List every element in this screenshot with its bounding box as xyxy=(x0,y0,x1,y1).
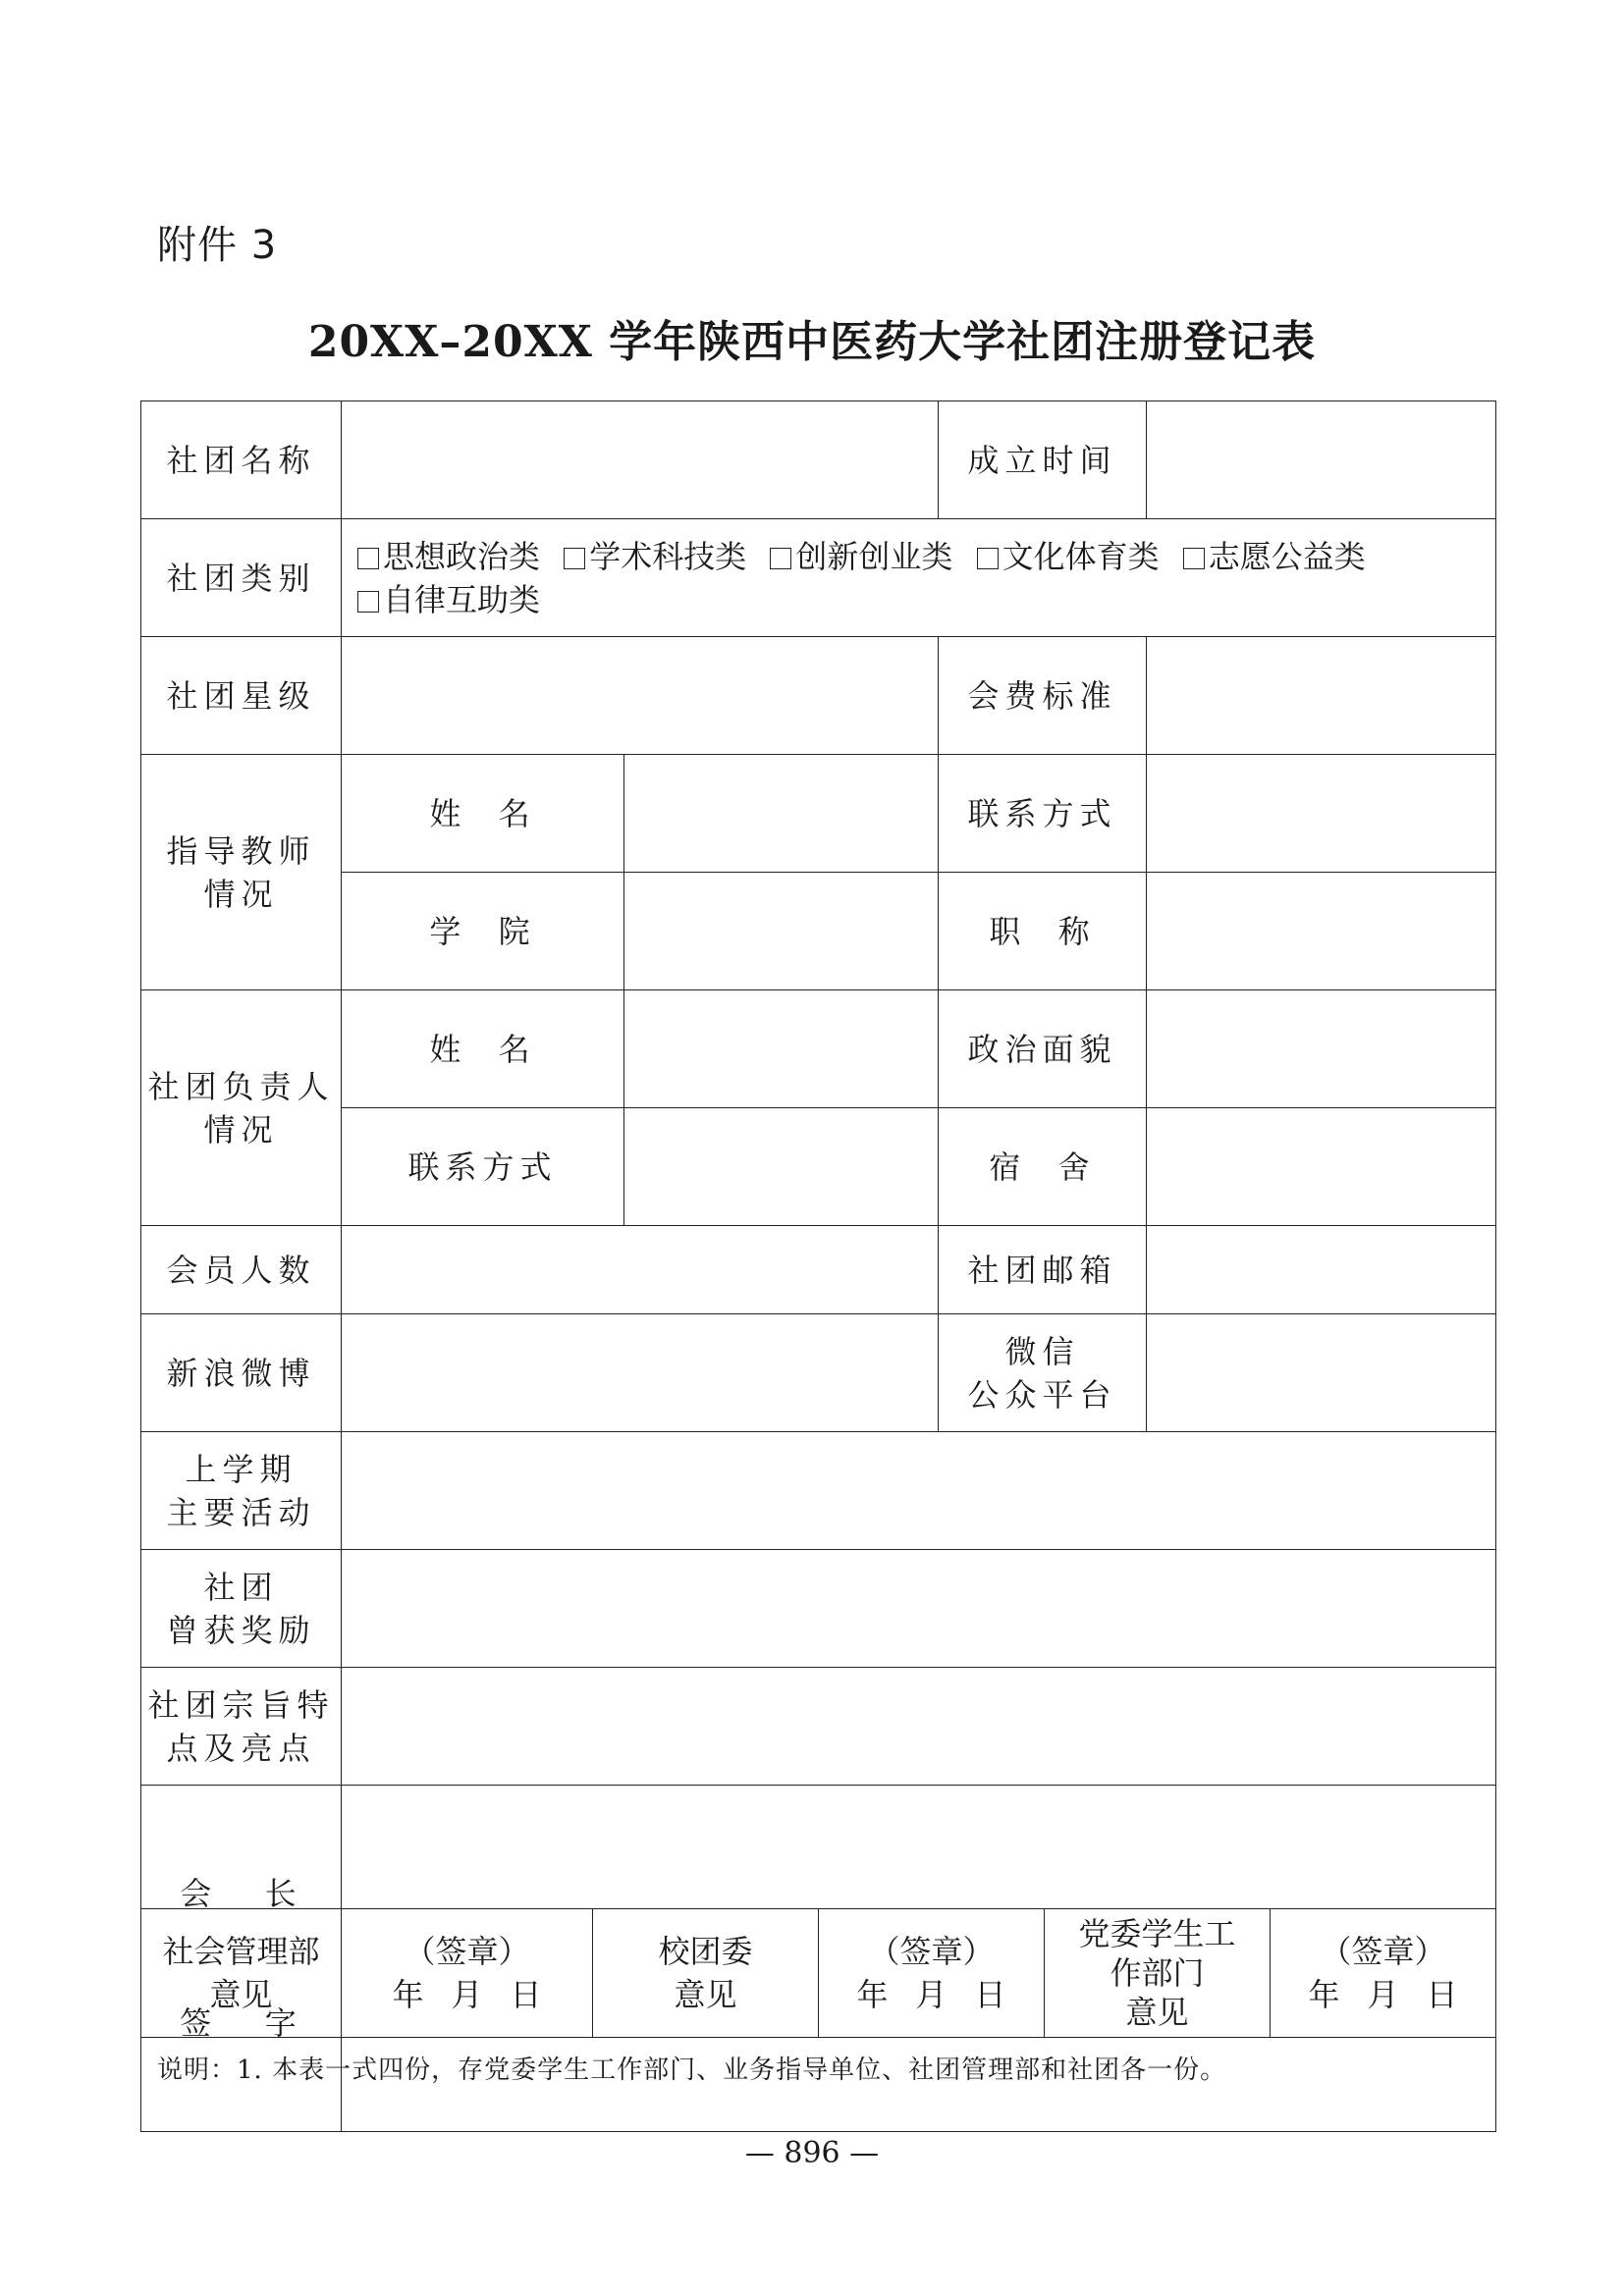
footnote: 说明：1. 本表一式四份，存党委学生工作部门、业务指导单位、社团管理部和社团各一份。 xyxy=(157,2056,1227,2085)
advisor-name-label: 姓 名 xyxy=(342,755,624,873)
founded-label: 成立时间 xyxy=(939,401,1147,519)
advisor-label-line: 指导教师 xyxy=(166,831,316,870)
advisor-name-field[interactable] xyxy=(624,755,939,873)
purpose-label xyxy=(141,1668,342,1786)
dept3-label xyxy=(1045,1909,1271,2038)
category-option-label: 思想政治类 xyxy=(383,537,541,575)
category-option[interactable] xyxy=(357,538,540,575)
awards-label xyxy=(141,1550,342,1668)
category-option[interactable] xyxy=(564,538,746,575)
page-number: — 896 — xyxy=(744,2136,880,2170)
seal-label: （签章） xyxy=(1320,1933,1446,1970)
month-label: 月 xyxy=(451,1976,483,2013)
dept3-label-line: 党委学生工 xyxy=(1078,1915,1236,1952)
year-label: 年 xyxy=(392,1976,424,2013)
leader-dorm-field[interactable] xyxy=(1147,1108,1496,1226)
advisor-contact-label: 联系方式 xyxy=(939,755,1147,873)
dept3-seal-field[interactable] xyxy=(1271,1909,1496,2038)
category-label: 社团类别 xyxy=(141,519,342,637)
advisor-college-field[interactable] xyxy=(624,873,939,990)
checkbox-icon[interactable] xyxy=(1183,548,1205,569)
advisor-title-field[interactable] xyxy=(1147,873,1496,990)
seal-label: （签章） xyxy=(868,1933,995,1970)
category-option[interactable] xyxy=(357,581,540,618)
page-title: 20XX–20XX 学年陕西中医药大学社团注册登记表 xyxy=(307,317,1317,367)
wechat-label-line: 公众平台 xyxy=(967,1375,1117,1414)
leader-political-label: 政治面貌 xyxy=(939,990,1147,1108)
approval-row xyxy=(140,1908,1496,2038)
president-label-line: 签 字 xyxy=(180,2004,302,2042)
date-line xyxy=(1271,1973,1495,2016)
attachment-label: 附件 3 xyxy=(157,223,278,268)
month-label: 月 xyxy=(1367,1976,1399,2013)
weibo-field[interactable] xyxy=(342,1314,939,1432)
wechat-label-line: 微信 xyxy=(1004,1332,1080,1370)
checkbox-icon[interactable] xyxy=(564,548,585,569)
awards-label-line: 曾获奖励 xyxy=(166,1611,316,1649)
advisor-label xyxy=(141,755,342,990)
star-label: 社团星级 xyxy=(141,637,342,755)
founded-field[interactable] xyxy=(1147,401,1496,519)
leader-label-line: 社团负责人 xyxy=(147,1067,335,1105)
seal-label: （签章） xyxy=(404,1933,530,1970)
dept2-seal-field[interactable] xyxy=(819,1909,1045,2038)
leader-contact-label: 联系方式 xyxy=(342,1108,624,1226)
leader-name-field[interactable] xyxy=(624,990,939,1108)
purpose-label-line: 社团宗旨特 xyxy=(147,1685,335,1724)
club-name-field[interactable] xyxy=(342,401,939,519)
fee-field[interactable] xyxy=(1147,637,1496,755)
dept3-label-line: 意见 xyxy=(1125,1994,1189,2031)
leader-label xyxy=(141,990,342,1226)
dept1-label-line: 社会管理部 xyxy=(162,1933,320,1970)
activities-label-line: 主要活动 xyxy=(166,1493,316,1531)
checkbox-icon[interactable] xyxy=(357,591,379,613)
category-option-label: 创新创业类 xyxy=(795,537,953,575)
leader-political-field[interactable] xyxy=(1147,990,1496,1108)
wechat-field[interactable] xyxy=(1147,1314,1496,1432)
year-label: 年 xyxy=(856,1976,889,2013)
day-label: 日 xyxy=(1426,1976,1458,2013)
wechat-label xyxy=(939,1314,1147,1432)
purpose-label-line: 点及亮点 xyxy=(166,1729,316,1767)
star-field[interactable] xyxy=(342,637,939,755)
activities-label-line: 上学期 xyxy=(185,1450,298,1488)
checkbox-icon[interactable] xyxy=(770,548,791,569)
dept1-label-line: 意见 xyxy=(209,1976,273,2013)
category-option[interactable] xyxy=(1183,538,1366,575)
category-options xyxy=(342,519,1496,637)
club-name-label: 社团名称 xyxy=(141,401,342,519)
purpose-field[interactable] xyxy=(342,1668,1496,1786)
email-field[interactable] xyxy=(1147,1226,1496,1314)
leader-label-line: 情况 xyxy=(203,1110,279,1148)
members-label: 会员人数 xyxy=(141,1226,342,1314)
advisor-college-label: 学 院 xyxy=(342,873,624,990)
category-option-label: 自律互助类 xyxy=(383,580,541,618)
dept2-label-line: 意见 xyxy=(674,1976,737,2013)
category-option-label: 文化体育类 xyxy=(1001,537,1160,575)
checkbox-icon[interactable] xyxy=(357,548,379,569)
activities-label xyxy=(141,1432,342,1550)
leader-name-label: 姓 名 xyxy=(342,990,624,1108)
leader-contact-field[interactable] xyxy=(624,1108,939,1226)
checkbox-icon[interactable] xyxy=(977,548,999,569)
members-field[interactable] xyxy=(342,1226,939,1314)
email-label: 社团邮箱 xyxy=(939,1226,1147,1314)
category-option-label: 志愿公益类 xyxy=(1208,537,1366,575)
date-line xyxy=(342,1973,592,2016)
president-label-line: 会 长 xyxy=(180,1875,302,1912)
advisor-label-line: 情况 xyxy=(203,875,279,913)
day-label: 日 xyxy=(974,1976,1006,2013)
dept2-label xyxy=(593,1909,819,2038)
category-option[interactable] xyxy=(770,538,952,575)
advisor-contact-field[interactable] xyxy=(1147,755,1496,873)
activities-field[interactable] xyxy=(342,1432,1496,1550)
year-label: 年 xyxy=(1308,1976,1340,2013)
weibo-label: 新浪微博 xyxy=(141,1314,342,1432)
dept3-label-line: 作部门 xyxy=(1110,1954,1205,1992)
awards-label-line: 社团 xyxy=(203,1568,279,1606)
category-option[interactable] xyxy=(977,538,1160,575)
awards-field[interactable] xyxy=(342,1550,1496,1668)
dept2-label-line: 校团委 xyxy=(658,1933,753,1970)
fee-label: 会费标准 xyxy=(939,637,1147,755)
dept1-label xyxy=(141,1909,342,2038)
dept1-seal-field[interactable] xyxy=(342,1909,593,2038)
category-option-label: 学术科技类 xyxy=(589,537,747,575)
advisor-title-label: 职 称 xyxy=(939,873,1147,990)
leader-dorm-label: 宿 舍 xyxy=(939,1108,1147,1226)
date-line xyxy=(819,1973,1044,2016)
month-label: 月 xyxy=(915,1976,947,2013)
day-label: 日 xyxy=(510,1976,542,2013)
registration-form xyxy=(140,400,1496,2132)
